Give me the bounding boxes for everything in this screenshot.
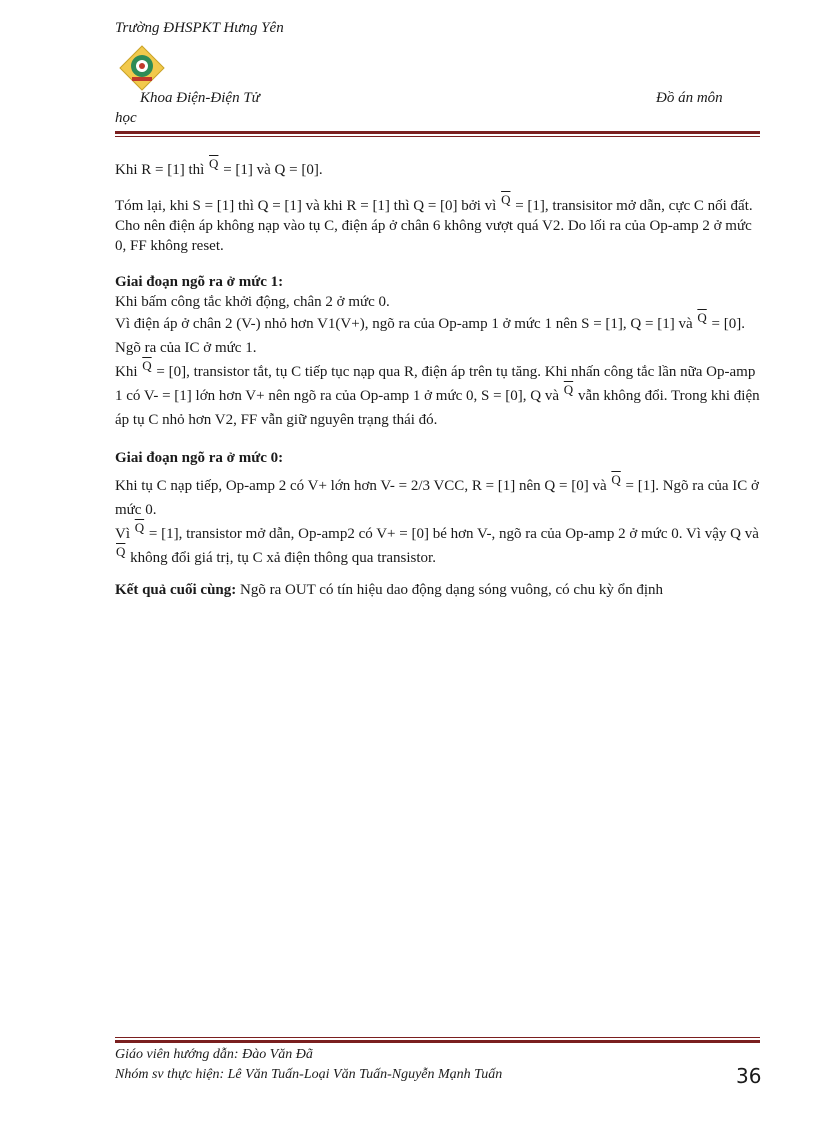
page-number: 36	[736, 1064, 762, 1088]
paragraph	[115, 192, 760, 256]
project-label: Đồ án môn	[656, 90, 723, 106]
q-bar-symbol: $\overline{Q}$	[501, 192, 511, 207]
text: Khi R = [1] thì	[115, 162, 209, 178]
text: Tóm lại, khi S = [1] thì Q = [1] và khi R = [1] thì Q = [0] bởi vì	[115, 198, 501, 214]
paragraph: Khi bấm công tắc khởi động, chân 2 ở mức 0.	[115, 294, 390, 310]
text: = [1], transistor mở dẫn, Op-amp2 có V+ = [0] bé hơn V-, ngõ ra của Op-amp 2 ở mức 0. Vì vậy Q và	[145, 526, 759, 542]
paragraph	[115, 156, 760, 180]
text: Ngõ ra OUT có tín hiệu dao động dạng sóng vuông, có chu kỳ ổn định	[236, 582, 664, 598]
paragraph	[115, 474, 760, 522]
paragraph	[115, 312, 760, 360]
section-heading: Giai đoạn ngõ ra ở mức 0:	[115, 450, 284, 466]
text: = [1]. Ngõ ra của IC ở mức 0.	[115, 478, 759, 518]
section-heading: Giai đoạn ngõ ra ở mức 1:	[115, 274, 284, 290]
text: = [0]. Ngõ ra của IC ở mức 1.	[115, 316, 745, 356]
header-rule-thin	[115, 136, 760, 137]
q-bar-symbol: $\overline{Q}$	[697, 310, 707, 325]
department-name: Khoa Điện-Điện Tử	[140, 90, 260, 106]
footer-rule-thin	[115, 1037, 760, 1038]
group-line: Nhóm sv thực hiện: Lê Văn Tuấn-Loại Văn Tuấn-Nguyễn Mạnh Tuấn	[115, 1067, 503, 1082]
paragraph	[115, 580, 760, 600]
q-bar-symbol: $\overline{Q}$	[611, 472, 621, 487]
header-rule	[115, 131, 760, 134]
paragraph	[115, 360, 760, 432]
document-body	[115, 156, 760, 600]
advisor-line: Giáo viên hướng dẫn: Đào Văn Đã	[115, 1047, 313, 1062]
text: Vì	[115, 526, 134, 542]
text: không đổi giá trị, tụ C xả điện thông qua transistor.	[126, 550, 436, 566]
text: = [1] và Q = [0].	[219, 162, 323, 178]
text: vẫn không đổi. Trong khi điện áp tụ C nhỏ hơn V2, FF vẫn giữ nguyên trạng thái đó.	[115, 388, 760, 428]
project-label-cont: học	[115, 110, 137, 126]
school-name: Trường ĐHSPKT Hưng Yên	[115, 20, 284, 36]
q-bar-symbol: $\overline{Q}$	[209, 156, 219, 171]
text: = [0], transistor tắt, tụ C tiếp tục nạp qua R, điện áp trên tụ tăng. Khi nhấn công tắc lần nữa Op-amp 1 có V- = [1] lớn hơn V+ nên ngõ ra của Op-amp 1 ở mức 0, S = [0], Q và	[115, 364, 756, 404]
result-heading: Kết quả cuối cùng:	[115, 582, 237, 598]
q-bar-symbol: $\overline{Q}$	[563, 382, 574, 397]
q-bar-symbol: $\overline{Q}$	[116, 544, 126, 559]
text: Khi	[115, 364, 142, 380]
text: Khi tụ C nạp tiếp, Op-amp 2 có V+ lớn hơn V- = 2/3 VCC, R = [1] nên Q = [0] và	[115, 478, 611, 494]
text: Vì điện áp ở chân 2 (V-) nhỏ hơn V1(V+), ngõ ra của Op-amp 1 ở mức 1 nên S = [1], Q = [1] và	[115, 316, 697, 332]
school-logo	[118, 44, 166, 92]
q-bar-symbol: $\overline{Q}$	[142, 358, 152, 373]
q-bar-symbol: $\overline{Q}$	[134, 520, 145, 535]
paragraph	[115, 522, 760, 570]
text: = [1], transisitor mở dẫn, cực C nối đất. Cho nên điện áp không nạp vào tụ C, điện áp ở chân 6 không vượt quá V2. Do lối ra của Op-amp 2 ở mức 0, FF không reset.	[115, 198, 753, 254]
footer-rule	[115, 1040, 760, 1043]
